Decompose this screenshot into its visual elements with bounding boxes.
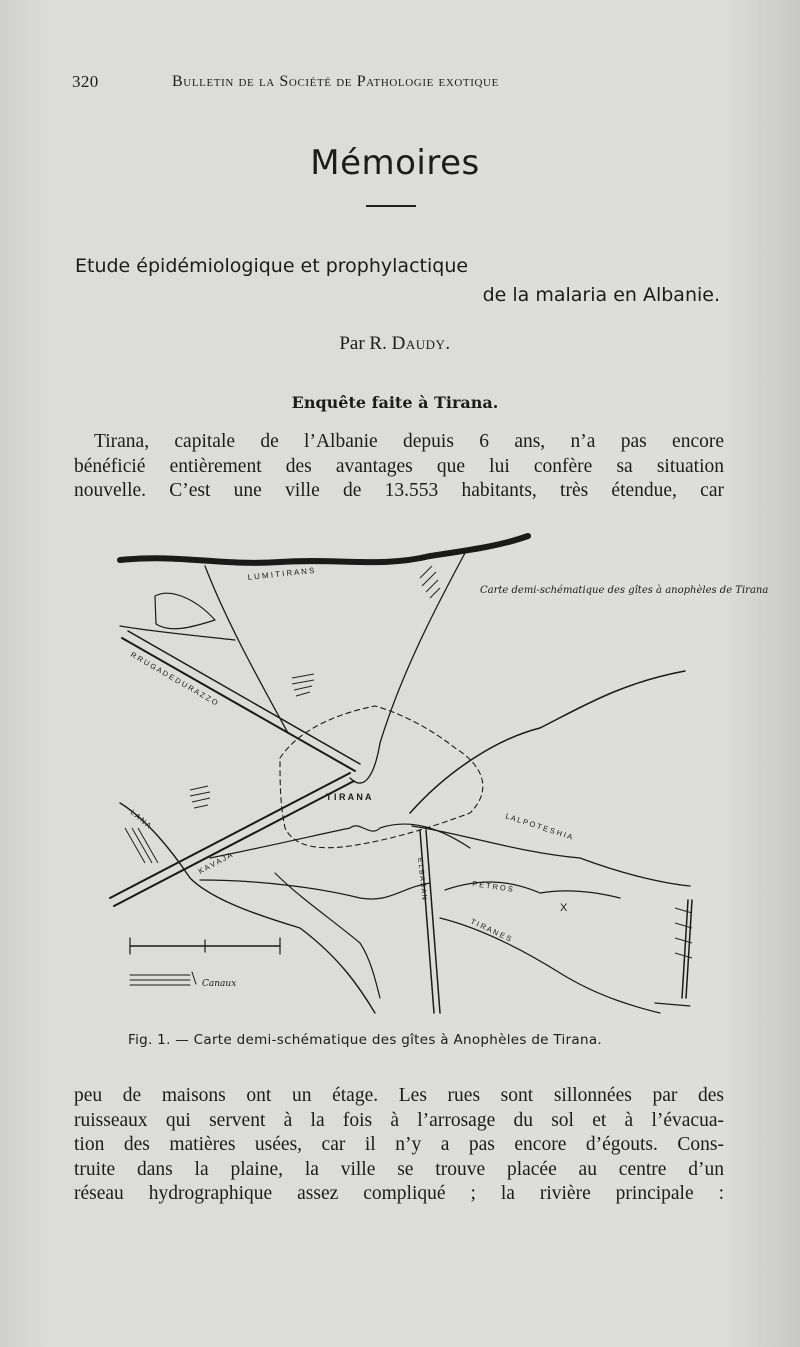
text-line: tion des matières usées, car il n’y a pas encore d’égouts. Cons-	[74, 1134, 724, 1155]
label-mark-x: X	[560, 902, 568, 914]
author-line	[0, 333, 790, 355]
road-durazzo	[122, 638, 355, 771]
paragraph-1	[74, 430, 724, 504]
subheading: Enquête faite à Tirana.	[291, 393, 499, 412]
article-title-line1: Etude épidémiologique et prophylactique	[75, 255, 469, 277]
running-title: Bulletin de la Société de Pathologie exotique	[172, 73, 499, 90]
author-name: Daudy.	[391, 333, 451, 354]
article-title-line2: de la malaria en Albanie.	[482, 284, 720, 306]
paragraph-2	[74, 1084, 724, 1207]
tirana-map	[100, 528, 769, 1028]
label-petrosi: P E T R O S	[471, 879, 514, 894]
marsh-areas	[125, 566, 692, 958]
text-line: ruisseaux qui servent à la fois à l’arrosage du sol et à l’évacua-	[74, 1109, 724, 1131]
river-lalpoteshia	[410, 671, 685, 813]
river-lana	[120, 803, 375, 1013]
text-line: bénéficié entièrement des avantages que lui confère sa situation	[74, 455, 724, 477]
label-elbasan: E L B A S A N	[416, 857, 428, 901]
river-lumi-tiranes	[120, 536, 528, 563]
label-tirana: T I R A N A	[326, 792, 372, 802]
handwritten-legend: Carte demi-schématique des gîtes à anophèles de Tirana	[480, 585, 769, 596]
label-lalpoteshia: L A L P O T E S H I A	[504, 811, 574, 842]
text-line: réseau hydrographique assez compliqué ; la rivière principale :	[74, 1183, 724, 1204]
ring-road	[280, 706, 483, 848]
text-line: Tirana, capitale de l’Albanie depuis 6 ans, n’a pas encore	[94, 431, 724, 452]
page-number: 320	[72, 72, 99, 91]
scale-note: Canaux	[202, 979, 237, 989]
author-prefix: Par R.	[339, 333, 387, 354]
text-line: peu de maisons ont un étage. Les rues sont sillonnées par des	[74, 1085, 724, 1106]
label-tiranes-lower: T I R A N E S	[469, 916, 513, 944]
title-rule	[366, 205, 416, 207]
map-figure	[100, 528, 769, 1028]
label-kavaja: K A V A J A	[196, 850, 234, 876]
section-title: Mémoires	[310, 143, 480, 183]
text-line: truite dans la plaine, la ville se trouve placée au centre d’un	[74, 1158, 724, 1180]
label-lumi-tiranes: L U M I T I R A N S	[247, 566, 315, 582]
label-rruga-durazzo: R R U G A D E D U R A Z Z O	[129, 649, 220, 708]
label-lana: L A N A	[128, 807, 154, 831]
figure-caption: Fig. 1. — Carte demi-schématique des gîtes à Anophèles de Tirana.	[128, 1032, 603, 1048]
text-line: nouvelle. C’est une ville de 13.553 habitants, très étendue, car	[74, 480, 724, 501]
river-petrosi	[200, 880, 430, 899]
